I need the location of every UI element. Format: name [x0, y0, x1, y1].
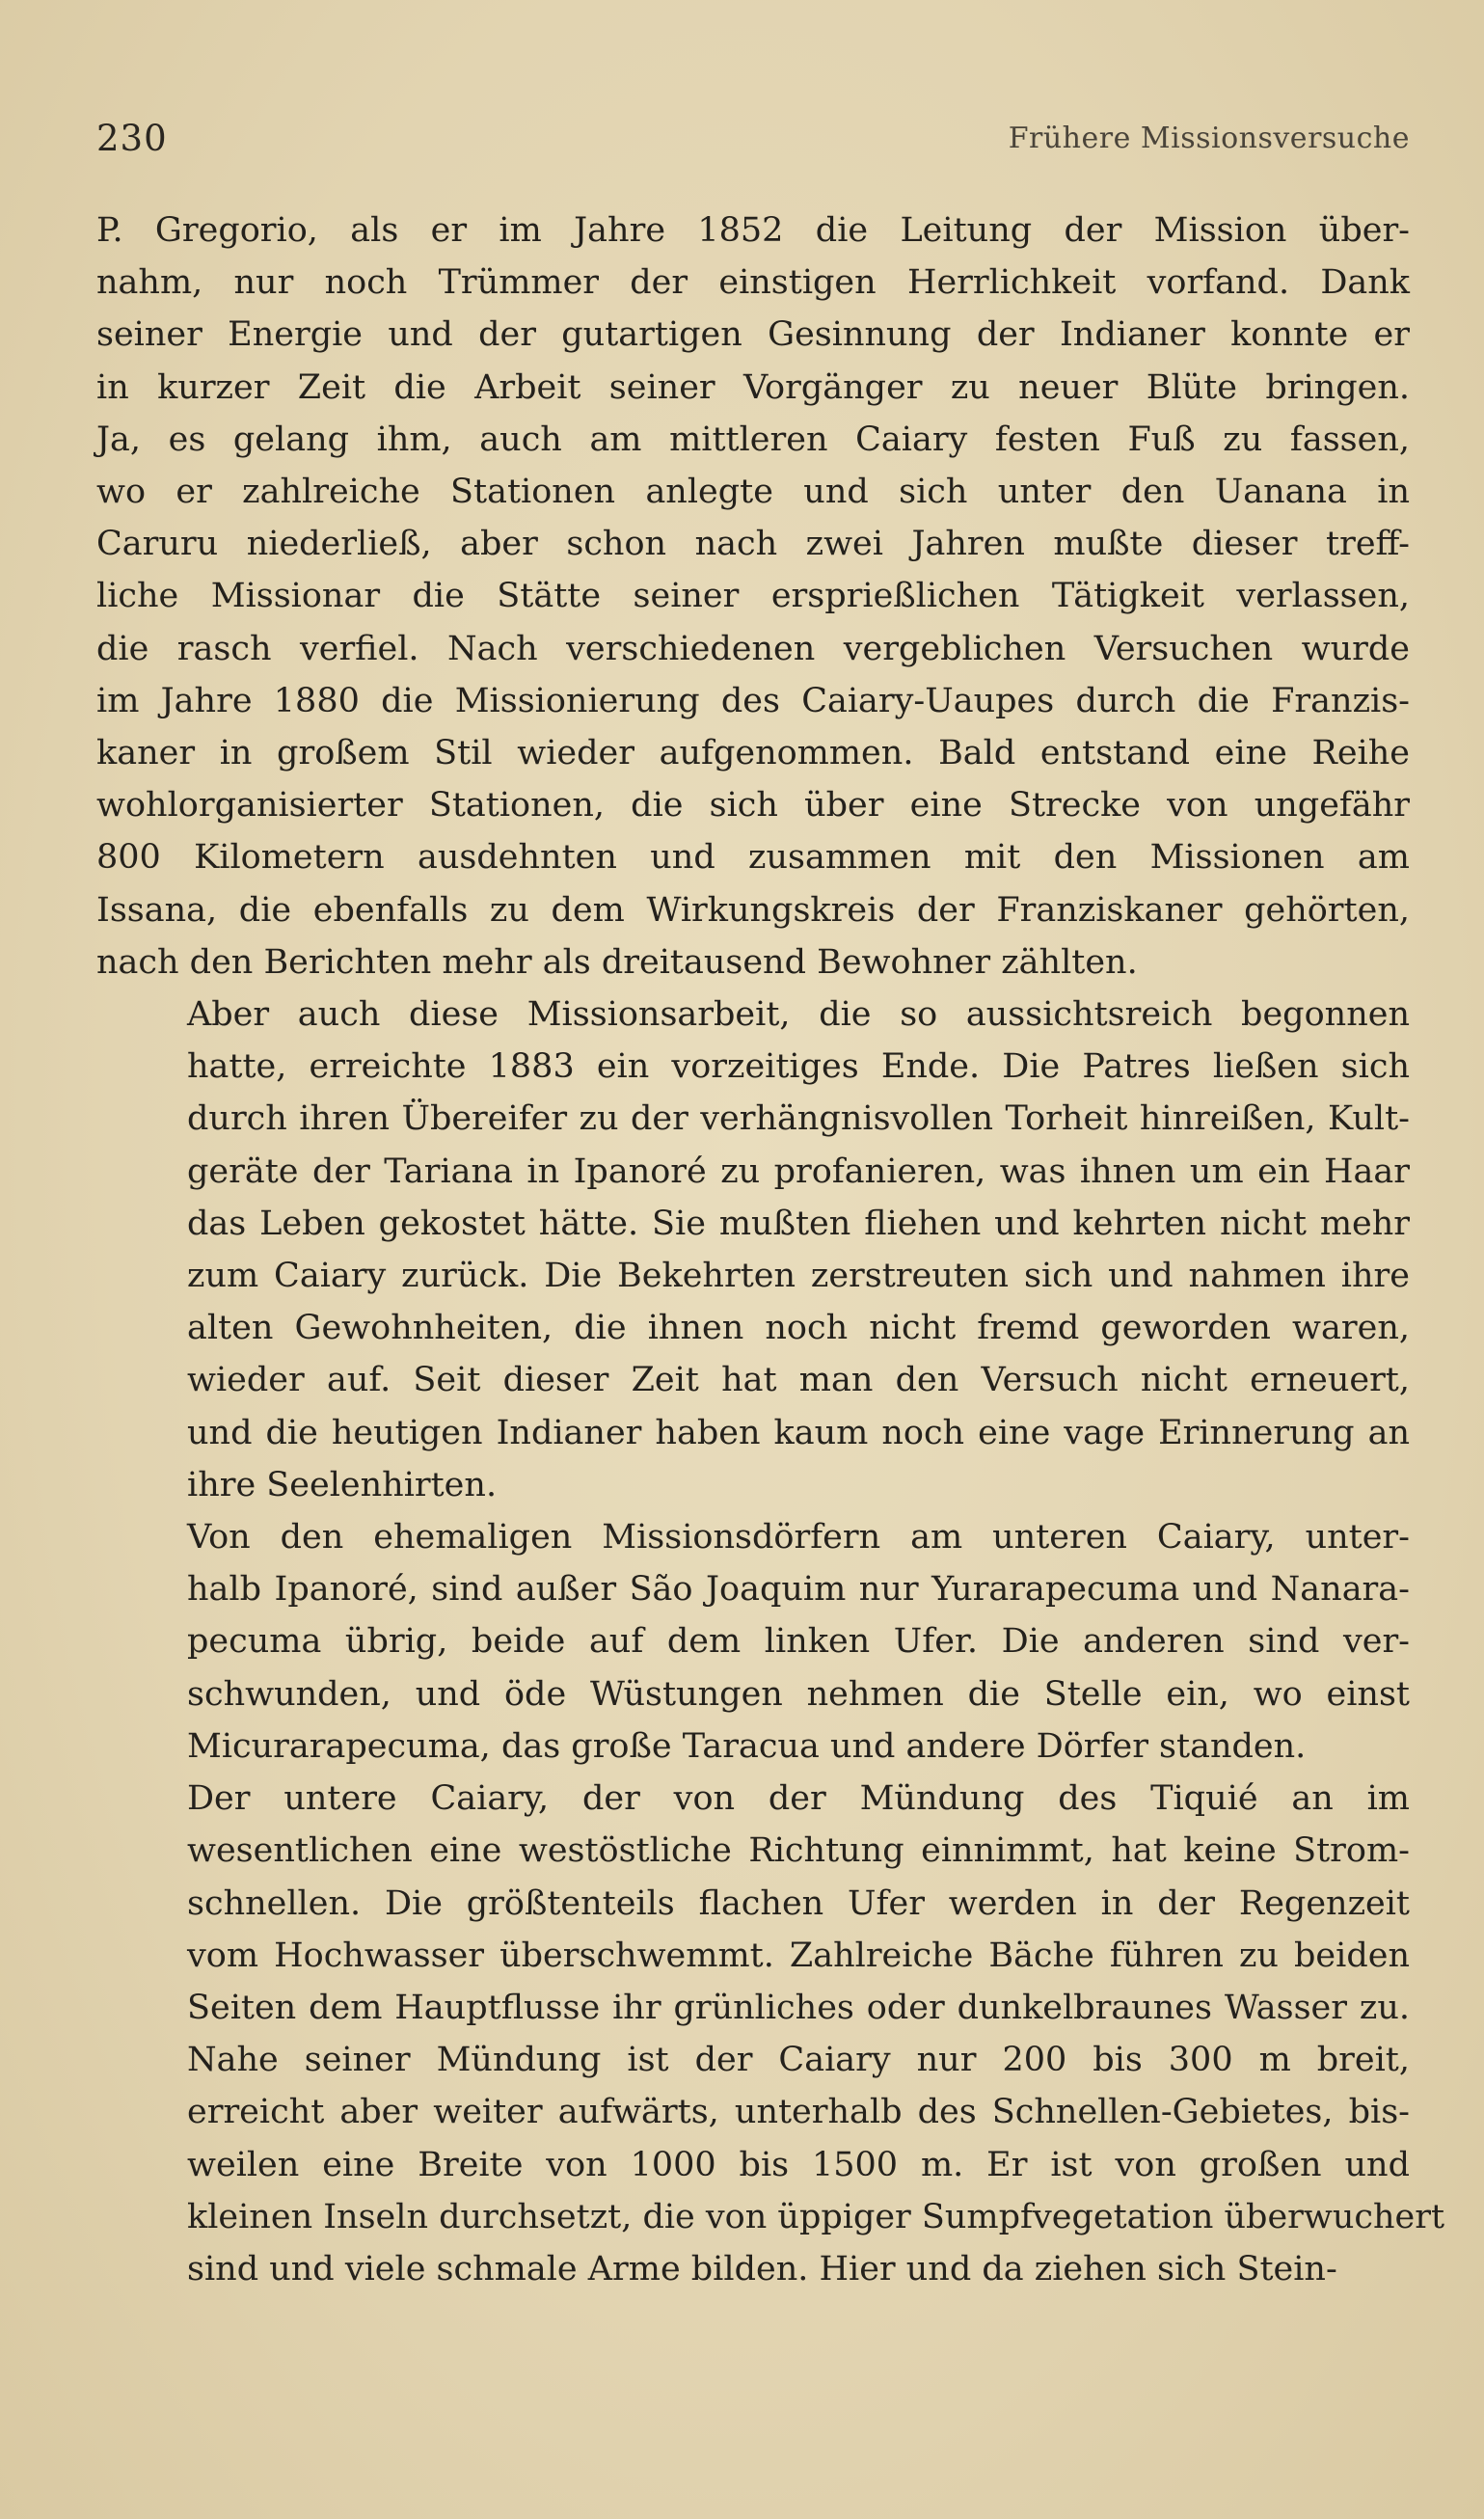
text-line: schwunden, und öde Wüstungen nehmen die Stelle ein, wo einst: [187, 1674, 1410, 1714]
text-line: Caruru niederließ, aber schon nach zwei Jahren mußte dieser treff-: [96, 525, 1410, 564]
paragraph: [96, 1773, 1445, 2295]
text-line: pecuma übrig, beide auf dem linken Ufer. Die anderen sind ver-: [187, 1622, 1410, 1662]
text-line: schnellen. Die größtenteils flachen Ufer werden in der Regenzeit: [187, 1883, 1410, 1923]
text-line: Nahe seiner Mündung ist der Caiary nur 200 bis 300 m breit,: [187, 2041, 1410, 2080]
text-line: nach den Berichten mehr als dreitausend Bewohner zählten.: [96, 942, 1138, 982]
text-line: alten Gewohnheiten, die ihnen noch nicht fremd geworden waren,: [187, 1309, 1410, 1348]
text-line: liche Missionar die Stätte seiner ersprießlichen Tätigkeit verlassen,: [96, 577, 1410, 616]
text-line: Seiten dem Hauptflusse ihr grünliches oder dunkelbraunes Wasser zu.: [187, 1988, 1410, 2027]
page-number: 230: [96, 118, 168, 159]
text-line: 800 Kilometern ausdehnten und zusammen mit den Missionen am: [96, 838, 1410, 878]
text-line: weilen eine Breite von 1000 bis 1500 m. Er ist von großen und: [187, 2145, 1410, 2184]
text-line: zum Caiary zurück. Die Bekehrten zerstreuten sich und nahmen ihre: [187, 1257, 1410, 1296]
page-header: [96, 118, 1410, 166]
text-line: in kurzer Zeit die Arbeit seiner Vorgänger zu neuer Blüte bringen.: [96, 367, 1410, 407]
text-line: hatte, erreichte 1883 ein vorzeitiges Ende. Die Patres ließen sich: [187, 1047, 1410, 1087]
text-line: Micurarapecuma, das große Taracua und andere Dörfer standen.: [187, 1726, 1307, 1766]
text-line: Der untere Caiary, der von der Mündung des Tiquié an im: [187, 1779, 1410, 1819]
text-line: die rasch verfiel. Nach verschiedenen vergeblichen Versuchen wurde: [96, 629, 1410, 668]
text-line: halb Ipanoré, sind außer São Joaquim nur Yurarapecuma und Nanara-: [187, 1570, 1410, 1610]
text-line: und die heutigen Indianer haben kaum noch eine vage Erinnerung an: [187, 1413, 1410, 1452]
text-line: sind und viele schmale Arme bilden. Hier und da ziehen sich Stein-: [187, 2249, 1337, 2289]
text-line: wieder auf. Seit dieser Zeit hat man den Versuch nicht erneuert,: [187, 1361, 1410, 1400]
text-line: ihre Seelenhirten.: [187, 1465, 498, 1504]
text-line: Ja, es gelang ihm, auch am mittleren Caiary festen Fuß zu fassen,: [96, 420, 1410, 459]
text-line: P. Gregorio, als er im Jahre 1852 die Leitung der Mission über-: [96, 211, 1410, 250]
text-line: Von den ehemaligen Missionsdörfern am unteren Caiary, unter-: [187, 1518, 1410, 1557]
text-line: Issana, die ebenfalls zu dem Wirkungskreis der Franziskaner gehörten,: [96, 890, 1410, 930]
paragraph: [96, 204, 1410, 989]
running-title: Frühere Missionsversuche: [1008, 122, 1410, 155]
text-line: vom Hochwasser überschwemmt. Zahlreiche Bäche führen zu beiden: [187, 1936, 1410, 1975]
text-line: kleinen Inseln durchsetzt, die von üppiger Sumpfvegetation überwuchert: [187, 2197, 1445, 2236]
text-line: Aber auch diese Missionsarbeit, die so aussichtsreich begonnen: [187, 995, 1410, 1035]
text-line: kaner in großem Stil wieder aufgenommen. Bald entstand eine Reihe: [96, 734, 1410, 773]
text-line: geräte der Tariana in Ipanoré zu profanieren, was ihnen um ein Haar: [187, 1151, 1410, 1191]
paragraph: [96, 989, 1410, 1511]
text-line: das Leben gekostet hätte. Sie mußten fliehen und kehrten nicht mehr: [187, 1204, 1410, 1243]
paragraph: [96, 1511, 1410, 1773]
text-line: im Jahre 1880 die Missionierung des Caiary-Uaupes durch die Franzis-: [96, 681, 1410, 720]
text-line: wo er zahlreiche Stationen anlegte und sich unter den Uanana in: [96, 473, 1410, 512]
text-line: nahm, nur noch Trümmer der einstigen Herrlichkeit vorfand. Dank: [96, 263, 1410, 303]
text-line: erreicht aber weiter aufwärts, unterhalb des Schnellen-Gebietes, bis-: [187, 2093, 1410, 2132]
text-line: wesentlichen eine westöstliche Richtung einnimmt, hat keine Strom-: [187, 1831, 1410, 1871]
text-line: seiner Energie und der gutartigen Gesinnung der Indianer konnte er: [96, 315, 1410, 355]
text-line: durch ihren Übereifer zu der verhängnisvollen Torheit hinreißen, Kult-: [187, 1099, 1410, 1139]
body-text: [96, 204, 1445, 2295]
text-line: wohlorganisierter Stationen, die sich über eine Strecke von ungefähr: [96, 786, 1410, 826]
